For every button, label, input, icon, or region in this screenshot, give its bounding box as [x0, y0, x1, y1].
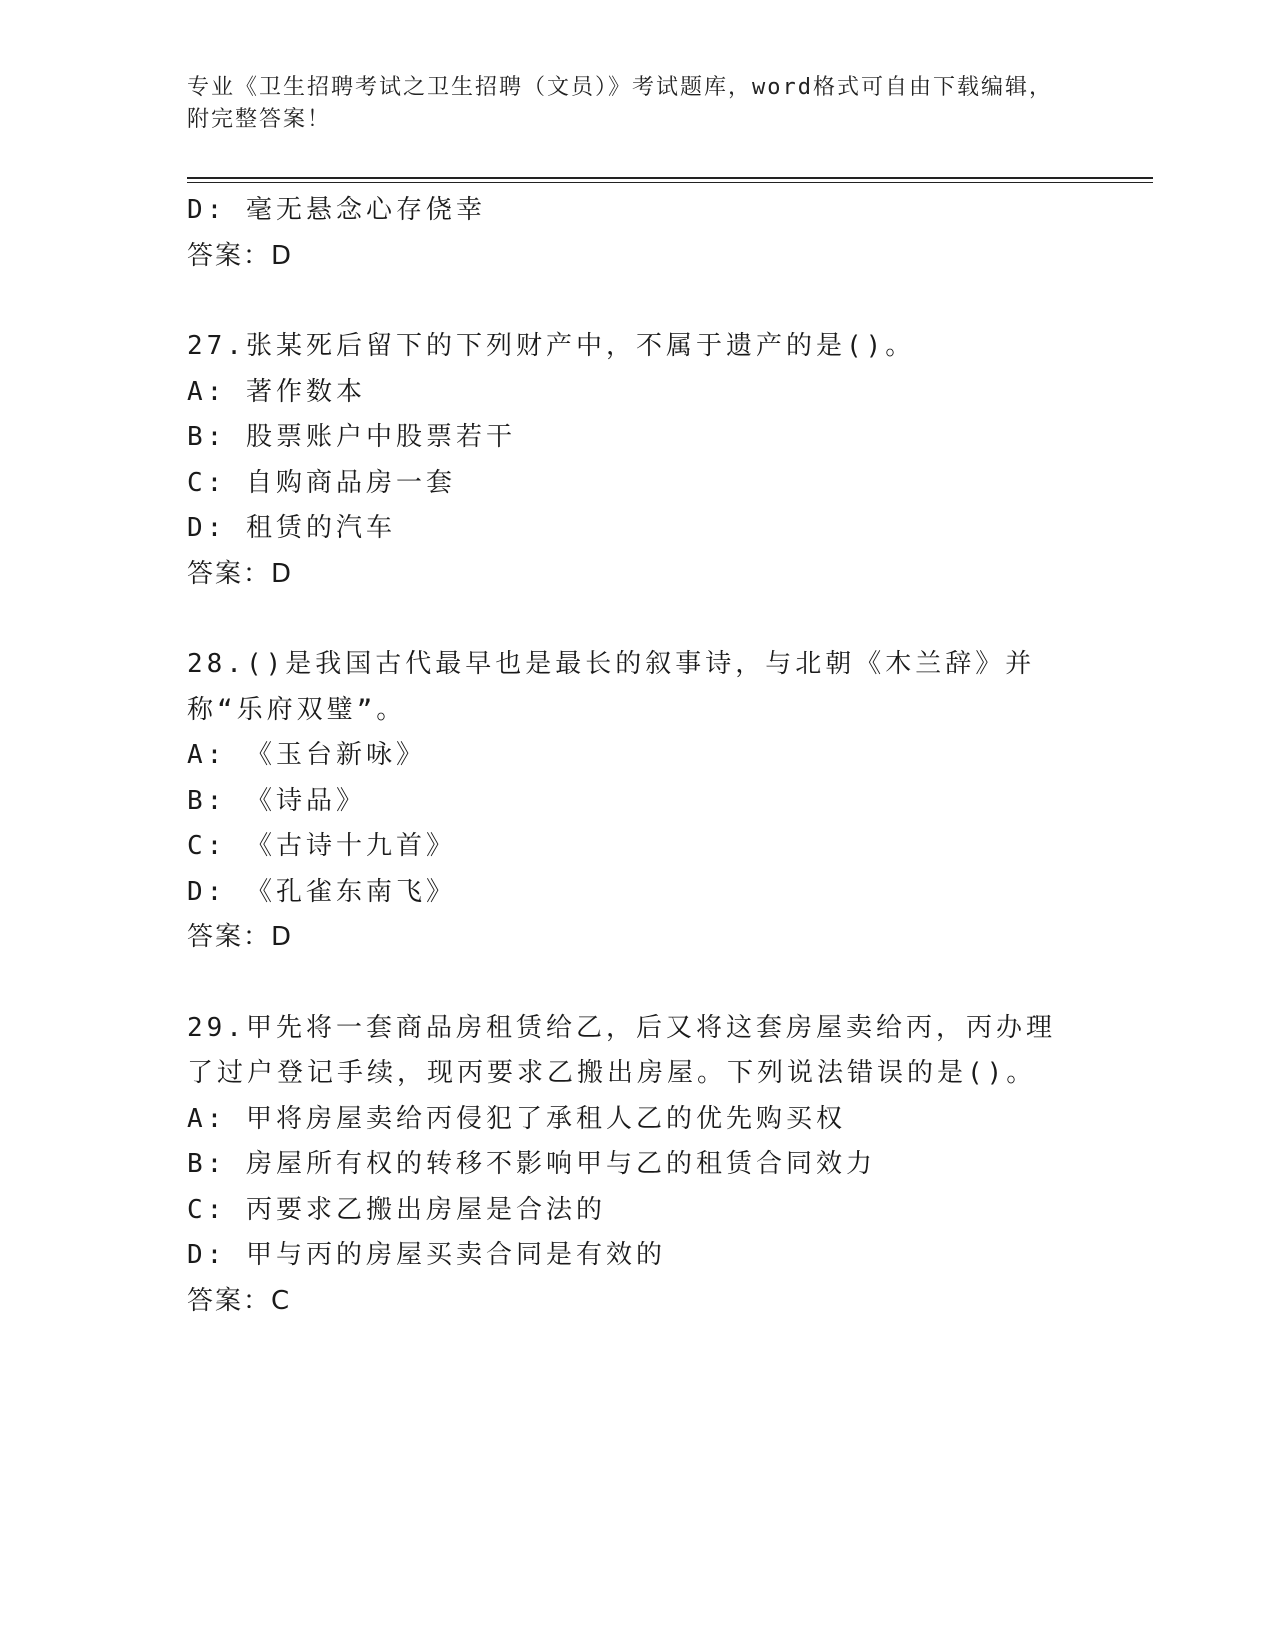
question-28	[187, 642, 1087, 961]
option-d: D: 租赁的汽车	[187, 513, 396, 543]
header-rule-thick	[187, 177, 1153, 179]
spacer	[187, 279, 1087, 324]
question-29	[187, 1006, 1087, 1325]
header-rule-thin	[187, 182, 1153, 183]
option-a: A: 《玉台新咏》	[187, 740, 426, 770]
question-stem: 28.()是我国古代最早也是最长的叙事诗，与北朝《木兰辞》并称“乐府双璧”。	[187, 649, 1036, 725]
option-c: C: 丙要求乙搬出房屋是合法的	[187, 1194, 606, 1225]
question-content	[187, 188, 1087, 1324]
option-c: C: 《古诗十九首》	[187, 831, 456, 861]
option-b: B: 股票账户中股票若干	[187, 422, 516, 452]
spacer	[187, 597, 1087, 642]
option-d: D: 《孔雀东南飞》	[187, 876, 456, 907]
answer: 答案：C	[187, 1285, 292, 1316]
answer: 答案：D	[187, 922, 294, 952]
question-27	[187, 324, 1087, 597]
option-b: B: 房屋所有权的转移不影响甲与乙的租赁合同效力	[187, 1149, 876, 1179]
question-stem: 29.甲先将一套商品房租赁给乙，后又将这套房屋卖给丙，丙办理了过户登记手续，现丙要求乙搬出房屋。下列说法错误的是()。	[187, 1012, 1056, 1088]
option-a: A: 著作数本	[187, 376, 366, 407]
prev-answer: 答案：D	[187, 240, 294, 271]
document-header: 专业《卫生招聘考试之卫生招聘（文员）》考试题库，word格式可自由下载编辑，附完整答案！	[187, 75, 1053, 132]
option-d: D: 甲与丙的房屋买卖合同是有效的	[187, 1240, 666, 1270]
option-a: A: 甲将房屋卖给丙侵犯了承租人乙的优先购买权	[187, 1103, 846, 1134]
prev-option-d: D: 毫无悬念心存侥幸	[187, 195, 486, 225]
option-b: B: 《诗品》	[187, 785, 366, 816]
question-stem: 27.张某死后留下的下列财产中，不属于遗产的是()。	[187, 331, 916, 361]
answer: 答案：D	[187, 558, 294, 589]
spacer	[187, 961, 1087, 1006]
option-c: C: 自购商品房一套	[187, 467, 456, 498]
